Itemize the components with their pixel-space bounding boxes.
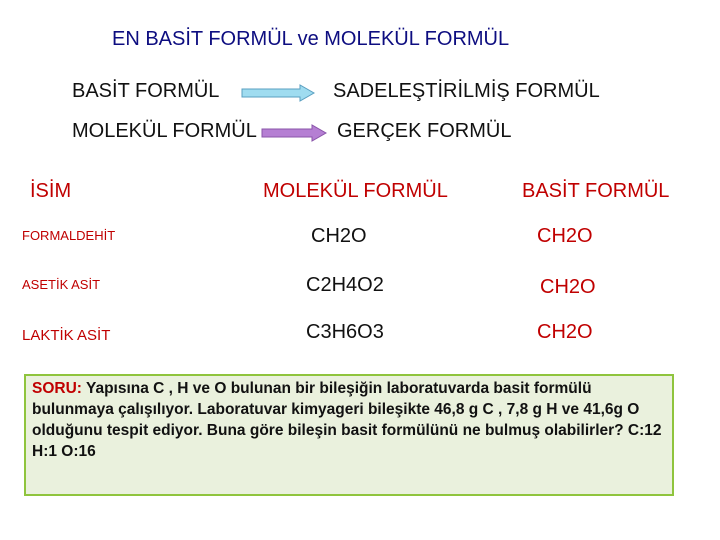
def1-right-label: SADELEŞTİRİLMİŞ FORMÜL — [333, 80, 600, 102]
header-molecular: MOLEKÜL FORMÜL — [263, 180, 448, 202]
question-label: SORU: — [32, 380, 82, 397]
arrow-right-icon — [260, 124, 328, 142]
row-name: ASETİK ASİT — [22, 277, 101, 292]
def2-left-label: MOLEKÜL FORMÜL — [72, 120, 257, 142]
row-simple: CH2O — [540, 276, 596, 298]
row-simple: CH2O — [537, 321, 593, 343]
def2-right-label: GERÇEK FORMÜL — [337, 120, 512, 142]
row-name: FORMALDEHİT — [22, 228, 116, 243]
def1-left-label: BASİT FORMÜL — [72, 80, 220, 102]
row-molecular: C2H4O2 — [306, 274, 384, 296]
page-title: EN BASİT FORMÜL ve MOLEKÜL FORMÜL — [112, 28, 510, 50]
question-text: Yapısına C , H ve O bulunan bir bileşiğin laboratuvarda basit formülü bulunmaya çalışılıyor. Laboratuvar kimyageri bileşikte 46,8 g C , 7,8 g H ve 41,6g O olduğunu tespit ediyor. Buna göre bileşin basit formülünü ne bulmuş olabilirler? C:12 H:1 O:16 — [32, 380, 662, 460]
header-simple: BASİT FORMÜL — [522, 180, 670, 202]
row-name: LAKTİK ASİT — [22, 327, 111, 344]
question-box — [24, 374, 674, 496]
row-simple: CH2O — [537, 225, 593, 247]
arrow-right-icon — [240, 84, 316, 102]
row-molecular: C3H6O3 — [306, 321, 384, 343]
row-molecular: CH2O — [311, 225, 367, 247]
header-name: İSİM — [30, 180, 72, 202]
